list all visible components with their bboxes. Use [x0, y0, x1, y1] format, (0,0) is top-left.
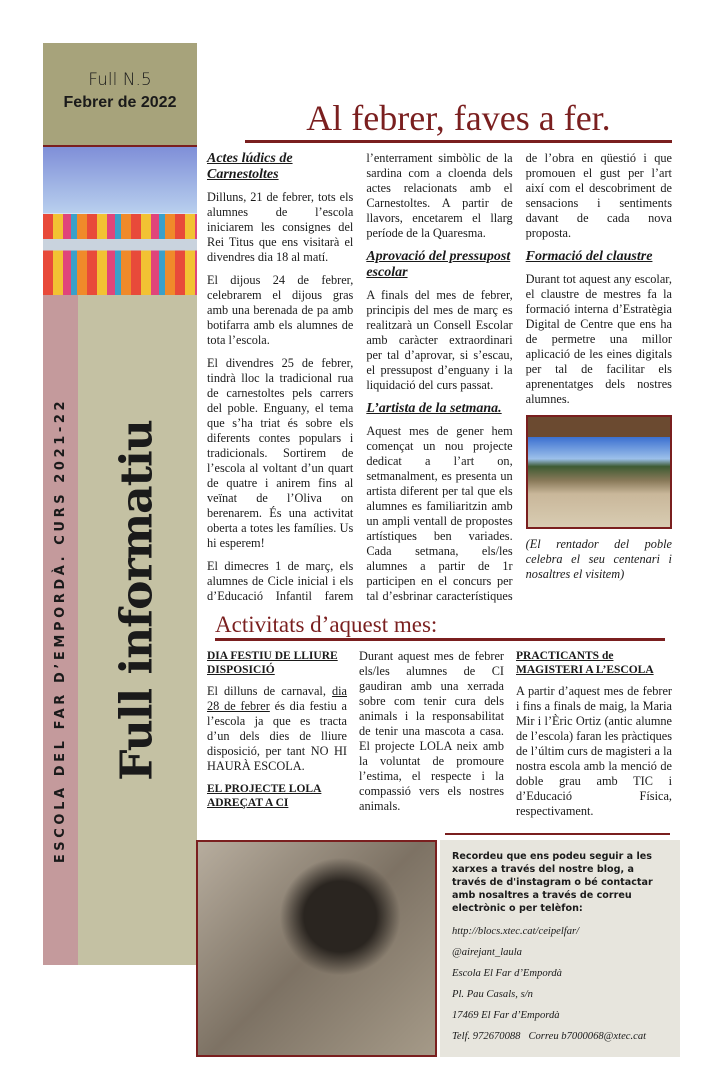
paragraph: Dilluns, 21 de febrer, tots els alumnes de l’escola iniciarem les consignes del Rei Titus que ens visitarà el divendres dia 18 al matí. [207, 190, 354, 264]
children-painting-image [43, 145, 197, 295]
main-content [207, 98, 672, 1077]
paragraph: Aquest mes de gener hem començat un nou projecte dedicat a l’art on, setmanalment, es presenta un artista diferent per tal que els alumnes es familiaritzin amb un ampli ventall de propostes artístiques ben variades. Cada setmana, els/les alumnes a partir de 1r participen en el concurs per tal d’esbrinar característiques de l’obra en qüestió i que promouen el gust per l’art així com el descobriment de sensacions i sentiments davant de cada nova proposta. [366, 151, 672, 603]
bottom-row [196, 840, 672, 1057]
laundry-visit-photo [526, 415, 672, 529]
photo-caption: (El rentador del poble celebra el seu centenari i nosaltres el visitem) [525, 537, 672, 581]
paragraph: Durant tot aquest any escolar, el claustre de mestres fa la formació interna d’Estratègia Digital de Centre que ens ha de permetre una millor aplicació de les eines digitals per tal de facilitar els aprenentatges dels nostres alumnes. [525, 272, 672, 406]
paragraph [207, 684, 347, 774]
activity-practicants [516, 649, 672, 827]
email: Correu b7000068@xtec.cat [528, 1031, 647, 1042]
phone: Telf. 972670088 [452, 1031, 521, 1042]
activity-heading: DIA FESTIU DE LLIURE DISPOSICIÓ [207, 650, 338, 676]
text: és dia festiu a l’escola ja que es tracta d’un dels dies de lliure disposició, per tant NO HI HAURÀ ESCOLA. [207, 699, 348, 773]
contact-lead: Recordeu que ens podeu seguir a les xarxes a través del nostre blog, a través de d'instagram o bé contactar amb nosaltres a través de correu electrònic o per telèfon: [452, 851, 653, 914]
newsletter-title-text: Full informatiu [112, 419, 163, 781]
divider [445, 833, 670, 835]
issue-number: Full N.5 [88, 70, 152, 90]
blog-link[interactable]: http://blocs.xtec.cat/ceipelfar/ [452, 926, 580, 937]
highlight-date: dia 28 de febrer [207, 684, 347, 713]
article-heading: L’artista de la setmana. [366, 401, 502, 416]
paragraph: A finals del mes de febrer, principis del mes de març es realitzarà un Consell Escolar amb caràcter extraordinari per tal d’aprovar, si s’escau, el pressupost d’enguany i la liquidació del curs passat. [366, 288, 513, 392]
main-title: Al febrer, faves a fer. [245, 98, 672, 143]
activities-columns [207, 649, 672, 827]
issue-box [43, 43, 197, 145]
paragraph: A partir d’aquest mes de febrer i fins a finals de maig, la Maria Mir i l’Èric Ortiz (antic alumne de l’escola) faran les pràctiques de l’últim curs de magisteri a la nostra escola amb la menció de doble grau amb TIC i d’Educació Física, respectivament. [516, 684, 672, 818]
instagram-link[interactable]: @airejant_laula [452, 947, 522, 958]
issue-date: Febrer de 2022 [63, 94, 177, 111]
article-heading: Aprovació del pressupost escolar [366, 249, 511, 280]
paragraph: Durant aquest mes de febrer els/les alumnes de CI gaudiran amb una xerrada sobre com tenir cura dels animals i la responsabilitat de tenir una mascota a casa. El projecte LOLA neix amb la voluntat de promoure l’estima, el respecte i la compassió vers els nostres animals. [359, 649, 504, 813]
address: Pl. Pau Casals, s/n [452, 989, 533, 1000]
articles-columns [207, 151, 672, 604]
article-heading: Formació del claustre [525, 249, 653, 264]
cave-visit-photo [196, 840, 437, 1057]
activity-lola [359, 649, 504, 827]
newsletter-title-vertical [78, 295, 197, 965]
school-name-vertical [43, 295, 78, 965]
contact-box [440, 840, 680, 1057]
paragraph: El divendres 25 de febrer, tindrà lloc la tradicional rua de carnestoltes pels carrers del poble. Enguany, el tema que s’ha triat és sobre els diferents contes populars i tradicionals. Sortirem de l’escola al voltant d’un quart de quatre i anirem fins al veïnat de l’Oliva on berenarem. És una activitat oberta a totes les famílies. Us hi esperem! [207, 356, 354, 550]
activity-heading: EL PROJECTE LOLA ADREÇAT A CI [207, 783, 322, 809]
activity-heading: PRACTICANTS de MAGISTERI A L’ESCOLA [516, 650, 654, 676]
activities-heading: Activitats d’aquest mes: [215, 612, 665, 641]
school-name: Escola El Far d’Empordà [452, 968, 562, 979]
article-heading: Actes lúdics de Carnestoltes [207, 151, 293, 182]
activity-festiu [207, 649, 347, 827]
paragraph: El dijous 24 de febrer, celebrarem el dijous gras amb una berenada de pa amb botifarra amb els alumnes de tota l’escola. [207, 273, 354, 347]
city: 17469 El Far d’Empordà [452, 1010, 560, 1021]
paragraph: El dimecres 1 de març, els alumnes de Cicle inicial i els d’Educació Infantil farem l’enterrament simbòlic de la sardina com a cloenda dels actes relacionats amb el Carnestoltes. A partir de llavors, encetarem el llarg període de la Quaresma. [207, 151, 513, 603]
text: El dilluns de carnaval, [207, 684, 332, 698]
school-name-text: ESCOLA DEL FAR D’EMPORDÀ. CURS 2021-22 [53, 397, 68, 863]
